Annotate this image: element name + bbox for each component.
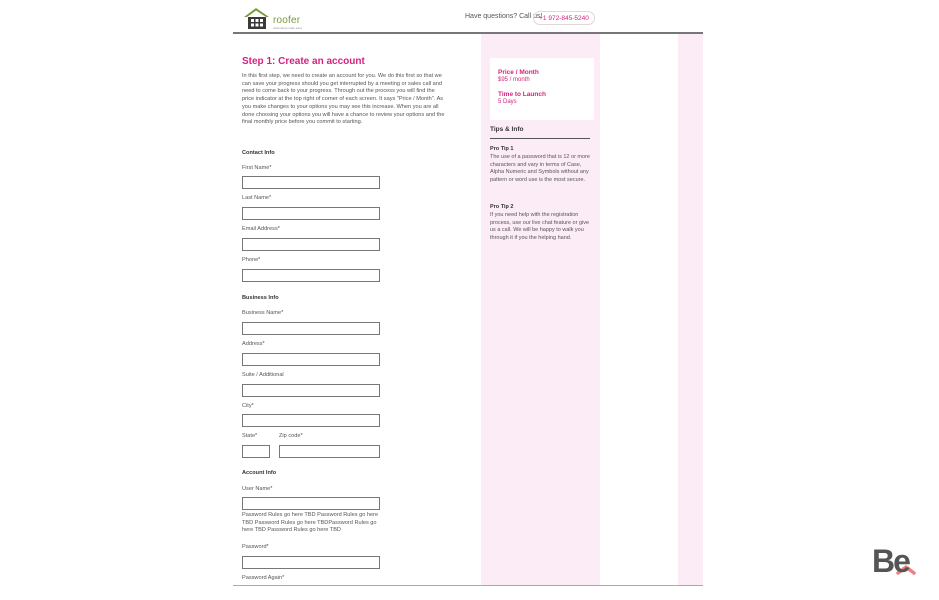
state-input[interactable] [242, 445, 270, 458]
suite-label: Suite / Additional [242, 372, 284, 378]
help-text: Have questions? Call us! [465, 13, 543, 20]
email-input[interactable] [242, 238, 380, 251]
password-again-label: Password Again* [242, 575, 285, 581]
business-name-input[interactable] [242, 322, 380, 335]
phone-button[interactable]: +1 972-845-5240 [533, 11, 595, 25]
roofer-logo[interactable] [242, 6, 308, 32]
price-card [490, 58, 594, 120]
page-title: Step 1: Create an account [242, 56, 365, 67]
right-gutter [678, 34, 703, 585]
password-input[interactable] [242, 556, 380, 569]
intro-text: In this first step, we need to create an account for you. We do this first so that we can save your progress should you get interrupted by a meeting or sales call and need to come back to your progress. Through out the process you will find the price indicator at the top right of corner of each screen. It says "Price / Month". As you make changes to your options you may see this increase. When you are all done choosing your options you will have a chance to review your options and the final monthly price before you commit to starting. [242, 73, 445, 126]
logo-wordmark: roofer [273, 15, 301, 26]
section-business-info: Business Info [242, 295, 279, 301]
phone-label: Phone* [242, 257, 261, 263]
tips-title: Tips & Info [490, 126, 524, 133]
city-input[interactable] [242, 414, 380, 427]
suite-input[interactable] [242, 384, 380, 397]
launch-value: 5 Days [498, 99, 517, 105]
password-rules: Password Rules go here TBD Password Rules go here TBD Password Rules go here TBDPassword Rules go here TBD Password Rules go here TBD [242, 512, 379, 534]
password-label: Password* [242, 544, 269, 550]
logo-tagline: estimating made easy [273, 26, 303, 30]
city-label: City* [242, 403, 254, 409]
phone-input[interactable] [242, 269, 380, 282]
tip-title: Pro Tip 2 [490, 204, 514, 210]
username-input[interactable] [242, 497, 380, 510]
house-logo-icon [242, 6, 272, 30]
behance-watermark [872, 543, 932, 579]
first-name-input[interactable] [242, 176, 380, 189]
username-label: User Name* [242, 486, 273, 492]
last-name-label: Last Name* [242, 195, 272, 201]
business-name-label: Business Name* [242, 310, 284, 316]
email-label: Email Address* [242, 226, 280, 232]
zip-input[interactable] [279, 445, 380, 458]
address-input[interactable] [242, 353, 380, 366]
state-label: State* [242, 433, 258, 439]
tip-body: If you need help with the registration process, use our live chat feature or give us a call. We will be happy to walk you through it if you the helping hand. [490, 212, 590, 241]
price-value: $95 / month [498, 77, 530, 83]
first-name-label: First Name* [242, 165, 272, 171]
price-label: Price / Month [498, 69, 539, 76]
zip-label: Zip code* [279, 433, 303, 439]
header-divider [233, 32, 703, 34]
section-contact-info: Contact Info [242, 150, 275, 156]
tip-body: The use of a password that is 12 or more characters and vary in terms of Case, Alpha Numeric and Symbols without any pattern or word use is the most secure. [490, 154, 590, 183]
tip-title: Pro Tip 1 [490, 146, 514, 152]
address-label: Address* [242, 341, 265, 347]
section-account-info: Account Info [242, 470, 277, 476]
watermark-text: Be [872, 543, 909, 579]
tips-divider [490, 138, 590, 139]
footer-divider [233, 585, 703, 586]
last-name-input[interactable] [242, 207, 380, 220]
launch-label: Time to Launch [498, 91, 546, 98]
